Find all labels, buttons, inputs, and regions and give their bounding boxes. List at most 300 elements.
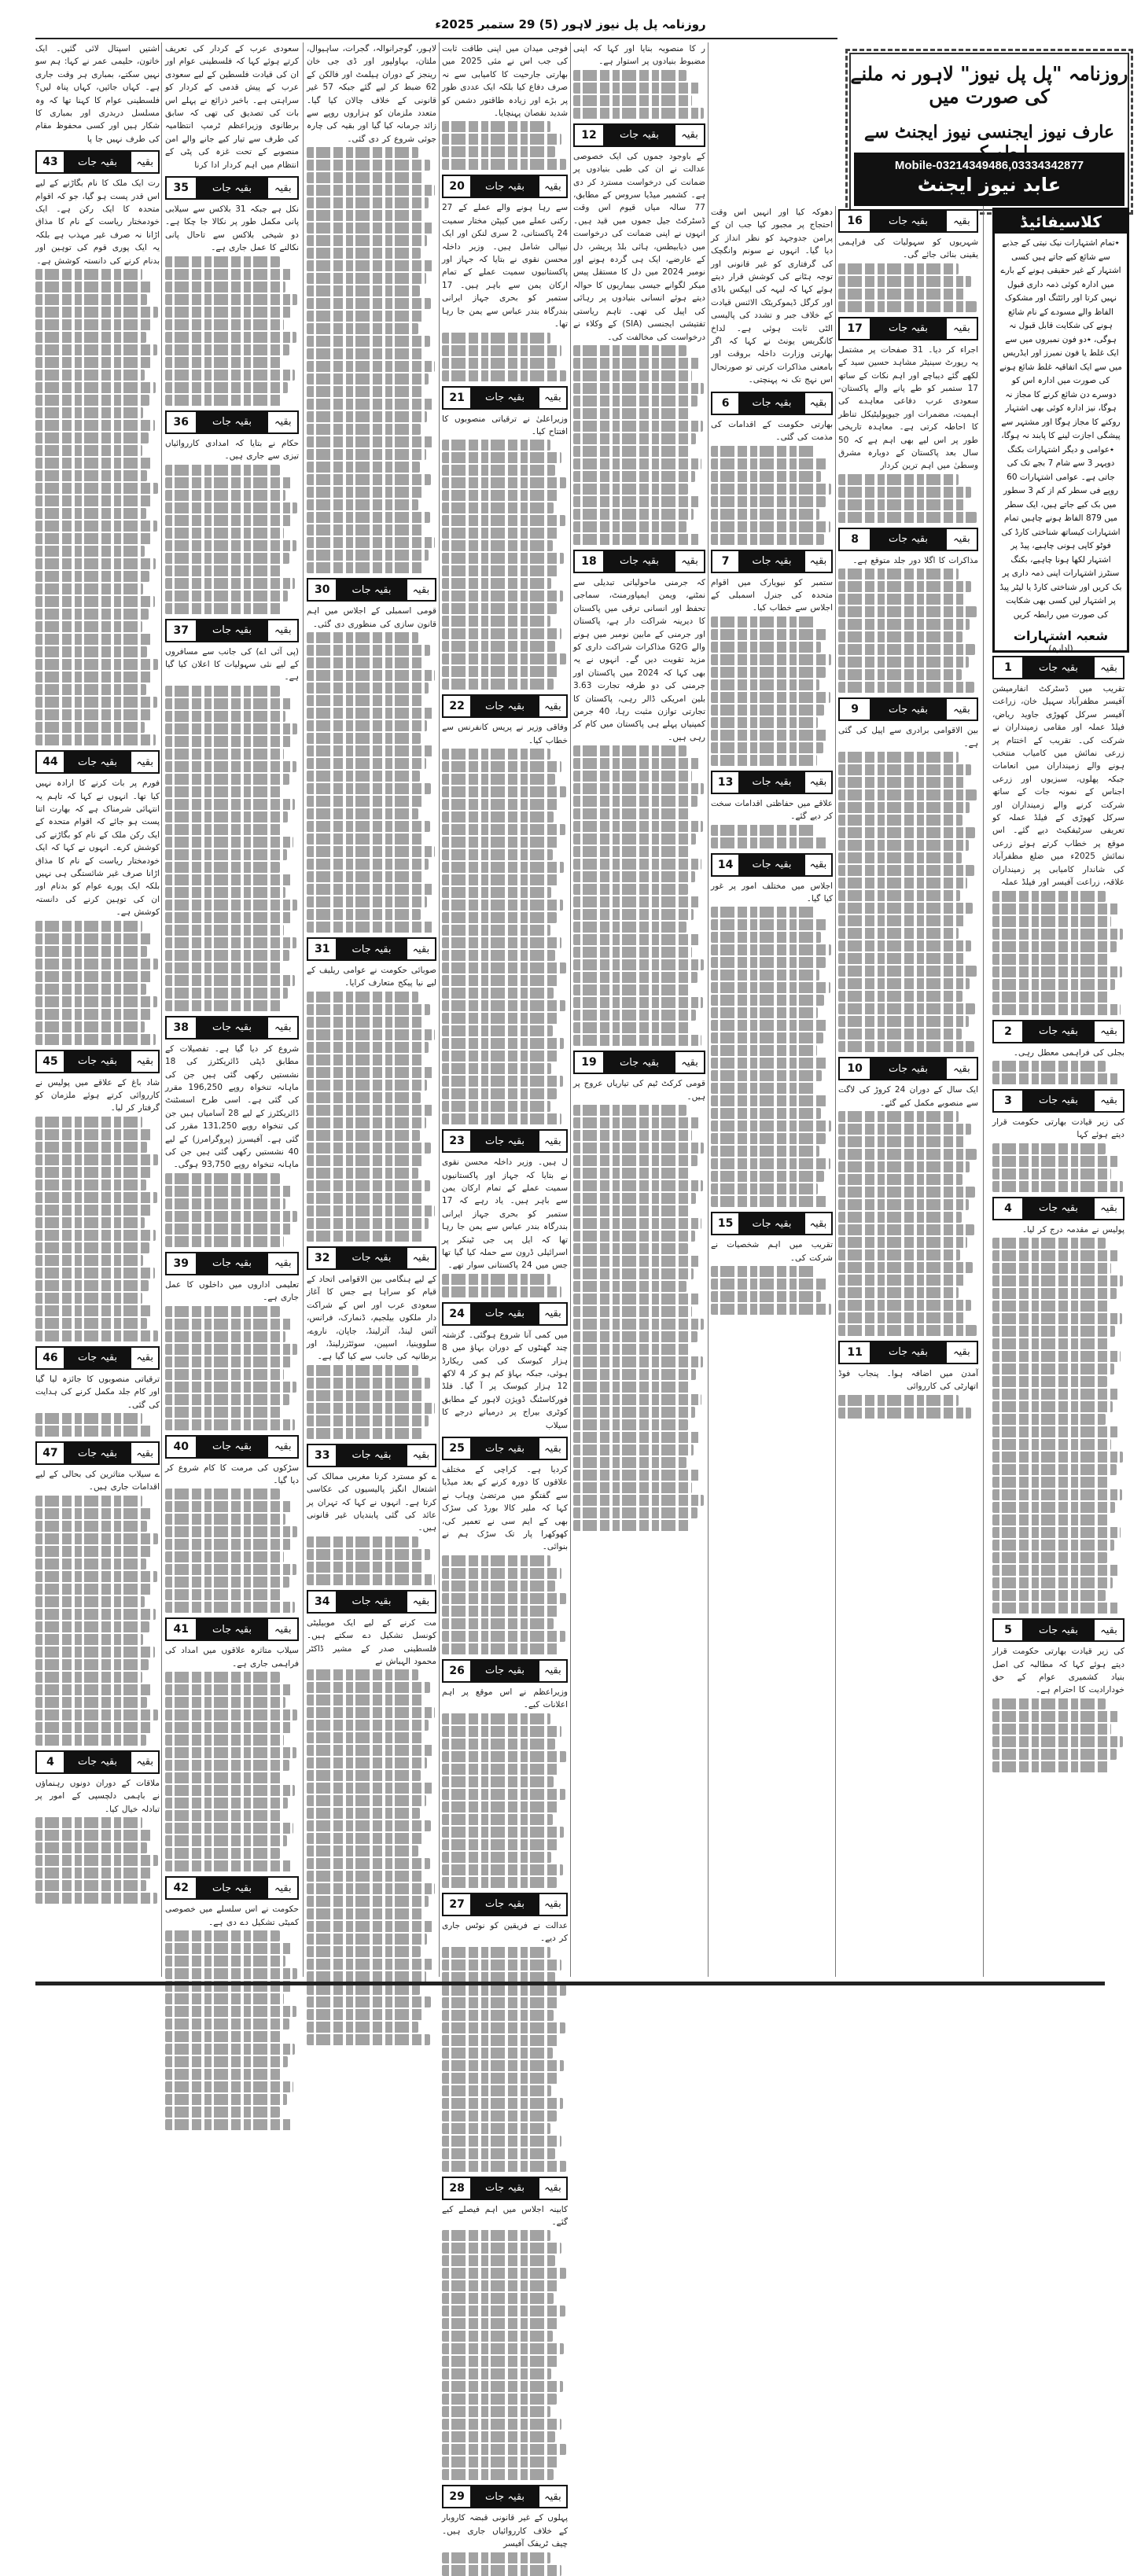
text-line: [35, 1230, 156, 1241]
text-line: [442, 1568, 561, 1579]
text-line: [35, 1255, 143, 1266]
text-line: [992, 1552, 1107, 1563]
text-line: [838, 802, 970, 813]
text-line: [442, 333, 550, 344]
column-rule: [835, 206, 836, 1977]
text-line: [307, 1833, 425, 1844]
text-line: [992, 1514, 1109, 1525]
text-line: [307, 499, 418, 510]
text-line: [573, 1444, 694, 1455]
text-line: [711, 995, 824, 1006]
text-line: [711, 616, 815, 627]
text-line: [573, 433, 696, 444]
article-block: [573, 42, 705, 119]
article-block: [35, 1441, 160, 1746]
section-header: [165, 1876, 299, 1900]
text-line: [442, 2161, 566, 2172]
section-word: بقیہ: [130, 1348, 158, 1368]
text-line: [35, 583, 143, 594]
text-line: [711, 1083, 815, 1094]
text-line: [838, 865, 974, 876]
text-line: [992, 891, 1106, 902]
text-line: [442, 2565, 561, 2576]
text-line: [442, 786, 566, 797]
section-header: [307, 1590, 436, 1614]
text-line: [442, 950, 555, 961]
text-line: [307, 1858, 430, 1869]
text-line: [307, 1707, 435, 1718]
article-block: [838, 697, 978, 1052]
section-word: بقیہ: [674, 125, 704, 145]
text-line: [992, 1351, 1121, 1362]
text-line: [442, 146, 555, 157]
section-header: [442, 2485, 568, 2508]
section-number: 47: [37, 1443, 65, 1463]
section-header: [573, 1051, 705, 1074]
text-line: [442, 1713, 550, 1724]
text-line: [992, 1073, 1118, 1084]
text-line: [307, 260, 432, 271]
article-text: ے کو مسترد کرنا مغربی ممالک کی اشتعال انگیز پالیسیوں کی عکاسی کرتا ہے۔ انہوں نے کہا کہ تہران پر عائد کی گئی پابندیاں غیر قانونی ہیں۔: [307, 1471, 436, 1533]
text-line: [573, 1344, 691, 1355]
text-line: [35, 533, 151, 544]
text-line: [165, 2119, 293, 2130]
text-line: [573, 1432, 700, 1443]
text-line: [307, 311, 425, 322]
text-line: [573, 471, 695, 482]
text-line: [442, 578, 551, 589]
text-line: [165, 1993, 284, 2004]
section-header: [992, 656, 1124, 679]
section-number: 42: [167, 1878, 197, 1898]
section-number: 11: [840, 1342, 871, 1363]
section-header: [165, 619, 299, 642]
article-block: [307, 1246, 436, 1439]
text-line: [307, 323, 418, 334]
text-line: [165, 686, 280, 697]
article-block: [165, 410, 299, 614]
text-line: [573, 1319, 704, 1330]
text-line: [442, 2085, 551, 2096]
text-line: [992, 1275, 1123, 1286]
section-header: [35, 1441, 160, 1465]
text-line: [711, 1020, 829, 1031]
section-number: 39: [167, 1253, 197, 1274]
text-line: [165, 749, 284, 760]
text-line: [442, 370, 566, 381]
text-line: [711, 1121, 831, 1132]
text-line: [573, 1470, 699, 1481]
text-line: [442, 2469, 554, 2480]
text-line: [442, 1063, 551, 1074]
section-header: [442, 694, 568, 718]
section-header: [442, 1129, 568, 1153]
text-line: [165, 874, 293, 885]
section-header: [711, 853, 833, 877]
article-block: [165, 1016, 299, 1247]
text-line: [442, 799, 560, 810]
text-line: [165, 603, 282, 614]
text-line: [838, 276, 971, 287]
article-block: [838, 1057, 978, 1336]
text-line: [35, 470, 147, 481]
text-line: [165, 256, 280, 267]
text-line: [307, 1720, 429, 1731]
text-line: [165, 2031, 283, 2042]
text-line: [307, 821, 430, 832]
text-line: [992, 1698, 1106, 1709]
text-line: [711, 837, 826, 848]
text-line: [35, 1571, 157, 1582]
text-line: [711, 1171, 824, 1182]
text-line: [992, 1502, 1115, 1513]
text-line: [573, 421, 703, 432]
text-line: [573, 83, 699, 94]
section-header: [992, 1020, 1124, 1043]
article-text: کے باوجود جموں کی ایک خصوصی عدالت نے ان کی طبی بنیادوں پر ضمانت کی درخواست مسترد کر دی ہے۔ کشمیر میڈیا سروس کے مطابق، 77 سالہ میاں قیوم اس وقت ڈسٹرکٹ جیل جموں میں قید ہیں۔ انہوں نے اپنی ضمانت کی درخواست میں ذیابیطس، ہائی بلڈ پریشر، دل کے عارضے، ایک ہی گردہ ہونے اور نومبر 2024 میں دل کا مستقل پیس میکر لگوانے جیسی بیماریوں کا حوالہ دیتے ہوئے انسانی بنیادوں پر رہائی کی اپیل کی تھی۔ تاہم ریاستی تفتیشی ایجنسی (SIA) کے وکلاء نے درخواست کی مخالفت کی۔: [573, 151, 705, 342]
text-line: [838, 966, 977, 977]
section-header: [838, 697, 978, 721]
advert-line-1: روزنامہ "پل پل نیوز" لاہور نہ ملنے کی صورت میں: [850, 62, 1128, 108]
section-header: [165, 410, 299, 434]
text-line: [442, 887, 551, 898]
text-line: [838, 1016, 969, 1027]
article-text: حکام نے بتایا کہ امدادی کارروائیاں تیزی سے جاری ہیں۔: [165, 438, 299, 462]
article-text: کی زیر قیادت بھارتی حکومت قرار دیتے ہوئے کہا کہ مطالبہ کی اصل بنیاد کشمیری عوام کے حق خودارادیت کا احترام ہے۔: [992, 1647, 1124, 1695]
article-block: [35, 1050, 160, 1341]
text-line: [35, 1293, 142, 1304]
text-line: [442, 2444, 566, 2455]
text-line: [992, 1577, 1113, 1588]
article-text: فوجی میدان میں اپنی طاقت ثابت کی جب اس نے مئی 2025 میں بھارتی جارحیت کا کامیابی سے نہ صرف دفاع کیا بلکہ ایک عددی طور پر بڑے اور زیادہ طاقتور دشمن کو شدید نقصان پہنچایا۔: [442, 44, 569, 119]
text-line: [35, 1179, 146, 1190]
text-line: [838, 1124, 971, 1135]
article-block: [992, 656, 1124, 1015]
section-header: [838, 528, 978, 551]
text-line: [307, 1428, 422, 1439]
article-block: [992, 1197, 1124, 1614]
text-line: [165, 465, 280, 476]
text-line: [992, 992, 1109, 1003]
text-line: [838, 1212, 962, 1223]
section-number: 17: [840, 318, 871, 339]
section-number: 24: [444, 1304, 472, 1324]
text-line: [307, 273, 426, 284]
text-line: [573, 509, 694, 520]
text-line: [992, 1156, 1118, 1167]
text-line: [442, 477, 566, 488]
text-line: [307, 2009, 425, 2020]
text-line: [165, 1589, 283, 1600]
text-line: [442, 679, 554, 690]
text-line: [165, 332, 296, 343]
section-header: [307, 578, 436, 602]
text-line: [165, 1747, 296, 1758]
text-line: [711, 446, 815, 457]
text-line: [307, 361, 435, 372]
text-line: [838, 606, 977, 617]
text-line: [838, 915, 966, 926]
text-line: [442, 1864, 563, 1875]
section-header: [711, 1212, 833, 1235]
section-word: بقیہ: [267, 178, 297, 198]
section-word: بقیہ: [945, 318, 977, 339]
section-number: 38: [167, 1018, 197, 1038]
text-line: [35, 1893, 157, 1904]
article-text: (پی آئی اے) کی جانب سے مسافروں کے لیے نئی سہولیات کا اعلان کیا گیا ہے۔: [165, 646, 299, 683]
text-line: [35, 1117, 142, 1128]
text-line: [307, 745, 432, 756]
text-line: [442, 837, 559, 848]
text-line: [307, 1231, 422, 1242]
text-line: [442, 1606, 560, 1617]
text-line: [35, 1621, 149, 1632]
section-word: بقیہ: [1093, 1198, 1123, 1219]
text-line: [35, 1855, 158, 1866]
text-line: [35, 933, 153, 944]
text-line: [35, 1647, 155, 1658]
text-line: [992, 1477, 1110, 1488]
section-header: [711, 771, 833, 794]
text-line: [838, 827, 975, 838]
text-line: [573, 1419, 688, 1430]
section-number: 28: [444, 2178, 472, 2199]
text-line: [307, 1549, 430, 1560]
text-line: [307, 487, 425, 498]
text-line: [838, 953, 964, 964]
section-word: بقیہ: [538, 176, 566, 197]
text-line: [573, 1306, 692, 1317]
text-line: [307, 1757, 427, 1768]
section-word: بقیہ: [804, 551, 831, 572]
text-line: [307, 285, 420, 296]
text-line: [307, 1415, 429, 1426]
article-text: پہلوں کے غیر قانونی قبضہ کاروبار کے خلاف کارروائیاں جاری ہیں۔ چیف ٹریفک آفیسر: [442, 2513, 568, 2549]
text-line: [573, 922, 686, 933]
text-line: [307, 1365, 418, 1376]
text-line: [442, 603, 557, 614]
text-line: [442, 358, 555, 369]
section-title: بقیہ جات: [65, 1443, 130, 1463]
text-line: [35, 357, 151, 368]
text-line: [442, 2148, 555, 2159]
article-block: [442, 1659, 568, 1888]
text-line: [165, 1419, 295, 1430]
section-header: [442, 1893, 568, 1916]
text-line: [838, 752, 959, 763]
text-line: [307, 683, 429, 694]
text-line: [307, 1562, 424, 1573]
text-line: [307, 783, 431, 794]
text-line: [992, 1326, 1115, 1337]
text-line: [573, 1356, 703, 1367]
text-line: [992, 966, 1122, 977]
text-line: [307, 1067, 434, 1078]
text-line: [307, 871, 422, 882]
text-line: [35, 634, 153, 645]
text-line: [307, 2022, 418, 2033]
section-header: [442, 1302, 568, 1326]
article-block: [307, 937, 436, 1242]
section-header: [165, 1016, 299, 1040]
section-header: [35, 150, 160, 174]
text-line: [442, 1960, 561, 1971]
text-line: [307, 1092, 421, 1103]
section-title: بقیہ جات: [472, 1304, 537, 1324]
text-line: [165, 319, 284, 330]
text-line: [307, 1390, 424, 1401]
text-line: [442, 2456, 560, 2467]
text-line: [307, 1378, 430, 1389]
text-line: [711, 534, 824, 545]
text-line: [838, 289, 964, 300]
text-line: [838, 878, 967, 889]
text-line: [165, 591, 288, 602]
article-block: [442, 1302, 568, 1432]
text-line: [35, 307, 158, 318]
text-line: [992, 954, 1110, 965]
text-line: [307, 449, 426, 460]
section-title: بقیہ جات: [65, 752, 130, 772]
section-header: [711, 392, 833, 415]
text-line: [442, 2060, 564, 2071]
text-line: [442, 811, 554, 822]
text-line: [573, 396, 697, 407]
section-word: بقیہ: [406, 1592, 435, 1612]
text-line: [711, 458, 826, 469]
section-header: [35, 1050, 160, 1073]
section-number: 4: [37, 1752, 65, 1772]
text-line: [442, 1852, 551, 1863]
text-line: [35, 521, 157, 532]
section-header: [165, 176, 299, 200]
text-line: [307, 235, 427, 246]
article-block: [35, 150, 160, 745]
article-text: سیلاب متاثرہ علاقوں میں امداد کی فراہمی جاری ہے۔: [165, 1646, 299, 1669]
text-line: [35, 722, 145, 733]
article-text: کردیا ہے۔ کراچی کے مختلف علاقوں کا دورہ کرنے کے بعد میڈیا سے گفتگو میں مرتضیٰ وہاب نے کہا کہ ملیر کالا بورڈ کی سڑک بھی کے ایم سی نے تعمیر کی، کھوکھرا پار تک سڑک ہم نے بنوائی۔: [442, 1465, 568, 1552]
text-line: [35, 946, 147, 957]
text-line: [165, 900, 297, 911]
text-line: [711, 1266, 815, 1277]
text-line: [307, 1054, 422, 1065]
text-line: [307, 411, 427, 422]
text-line: [35, 1154, 158, 1165]
article-text: سعودی عرب کے کردار کی تعریف کرتے ہوئے کہا کہ فلسطینی عوام اور ان کی قیادت فلسطین کے لیے سعودی عرب کے پیش قدمی کے کردار کو سراہتی ہے۔ باخبر ذرائع نے پہلے اس بات کی تصدیق کی تھی کہ سابق برطانوی وزیراعظم ٹرمپ انتظامیہ کی طرف سے تیار کیے جانے والے امن منصوبے کے تحت غزہ کی پٹی کے انتظام میں اہم کردار ادا کرنا: [165, 44, 299, 170]
section-word: بقیہ: [538, 2178, 566, 2199]
text-line: [307, 374, 429, 385]
text-line: [442, 2306, 565, 2317]
text-line: [442, 452, 561, 463]
text-line: [35, 1129, 153, 1140]
section-title: بقیہ جات: [871, 699, 944, 719]
text-line: [165, 382, 288, 393]
section-header: [307, 1246, 436, 1270]
text-line: [35, 546, 145, 557]
section-header: [992, 1618, 1124, 1642]
text-line: [165, 2056, 288, 2067]
section-header: [307, 937, 436, 961]
text-line: [573, 370, 692, 381]
text-line: [165, 2081, 293, 2092]
text-line: [35, 596, 155, 607]
text-line: [573, 108, 704, 119]
text-line: [442, 2381, 563, 2392]
text-line: [992, 1464, 1117, 1475]
text-line: [711, 1108, 821, 1119]
text-line: [35, 1142, 147, 1153]
text-line: [35, 697, 157, 708]
text-line: [165, 565, 283, 576]
text-line: [307, 657, 424, 668]
text-line: [573, 1407, 695, 1418]
text-line: [442, 761, 561, 772]
column-rule: [983, 206, 984, 1977]
text-line: [442, 2280, 560, 2291]
text-line: [838, 512, 977, 523]
article-block: [442, 386, 568, 690]
text-line: [442, 912, 557, 923]
text-line: [573, 1105, 686, 1116]
text-line: [992, 1452, 1123, 1463]
text-line: [165, 1672, 280, 1683]
section-number: 35: [167, 178, 197, 198]
section-title: بقیہ جات: [1024, 1198, 1093, 1219]
text-line: [442, 1839, 558, 1850]
article-text: اجراء کر دیا۔ 31 صفحات پر مشتمل یہ رپورٹ سینیٹر مشاہد حسین سید کے لکھے گئے دیباچے اور اہم نکات کے ساتھ 17 ستمبر کو طے پانے والے پاکستان-سعودی عرب دفاعی معاہدے کی اہمیت، مضمرات اور جیوپولیٹیکل تناظر کا احاطہ کرتی ہے۔ معاہدہ تاریخی طور پر اس لیے بھی اہم ہے کہ 50 سال بعد پاکستان کے دوبارہ مشرق وسطیٰ میں اہم ترین کردار: [838, 344, 978, 471]
section-title: بقیہ جات: [1024, 1091, 1093, 1111]
text-line: [165, 1564, 296, 1575]
text-line: [165, 515, 291, 526]
text-line: [165, 1709, 297, 1720]
text-line: [838, 815, 962, 826]
text-line: [35, 921, 142, 932]
text-line: [35, 1268, 155, 1279]
text-line: [573, 1394, 701, 1405]
column-rule: [439, 42, 440, 1977]
section-word: بقیہ: [945, 1342, 977, 1363]
text-line: [442, 490, 560, 501]
text-line: [573, 1143, 704, 1154]
text-line: [307, 1934, 427, 1945]
text-line: [573, 1482, 692, 1493]
text-line: [165, 1539, 291, 1550]
section-word: بقیہ: [130, 1443, 158, 1463]
section-title: بقیہ جات: [740, 855, 804, 875]
text-line: [711, 742, 823, 753]
text-line: [35, 420, 155, 431]
text-line: [442, 1997, 560, 2008]
text-line: [442, 975, 560, 986]
text-line: [838, 581, 971, 592]
section-word: بقیہ: [1093, 1620, 1123, 1640]
text-line: [442, 2431, 555, 2442]
text-line: [165, 578, 295, 589]
article-text: ترقیاتی منصوبوں کا جائزہ لیا گیا اور کام جلد مکمل کرنے کی ہدایت کی گئی۔: [35, 1374, 160, 1410]
text-line: [35, 370, 145, 381]
section-word: بقیہ: [267, 1253, 297, 1274]
text-line: [307, 1017, 424, 1028]
section-number: 25: [444, 1438, 472, 1459]
text-line: [573, 408, 691, 419]
section-title: بقیہ جات: [605, 125, 674, 145]
section-number: 36: [167, 412, 197, 432]
text-line: [165, 502, 297, 513]
column-4: [442, 42, 569, 2549]
text-line: [307, 1536, 418, 1547]
section-title: بقیہ جات: [197, 1878, 267, 1898]
text-line: [307, 537, 435, 548]
